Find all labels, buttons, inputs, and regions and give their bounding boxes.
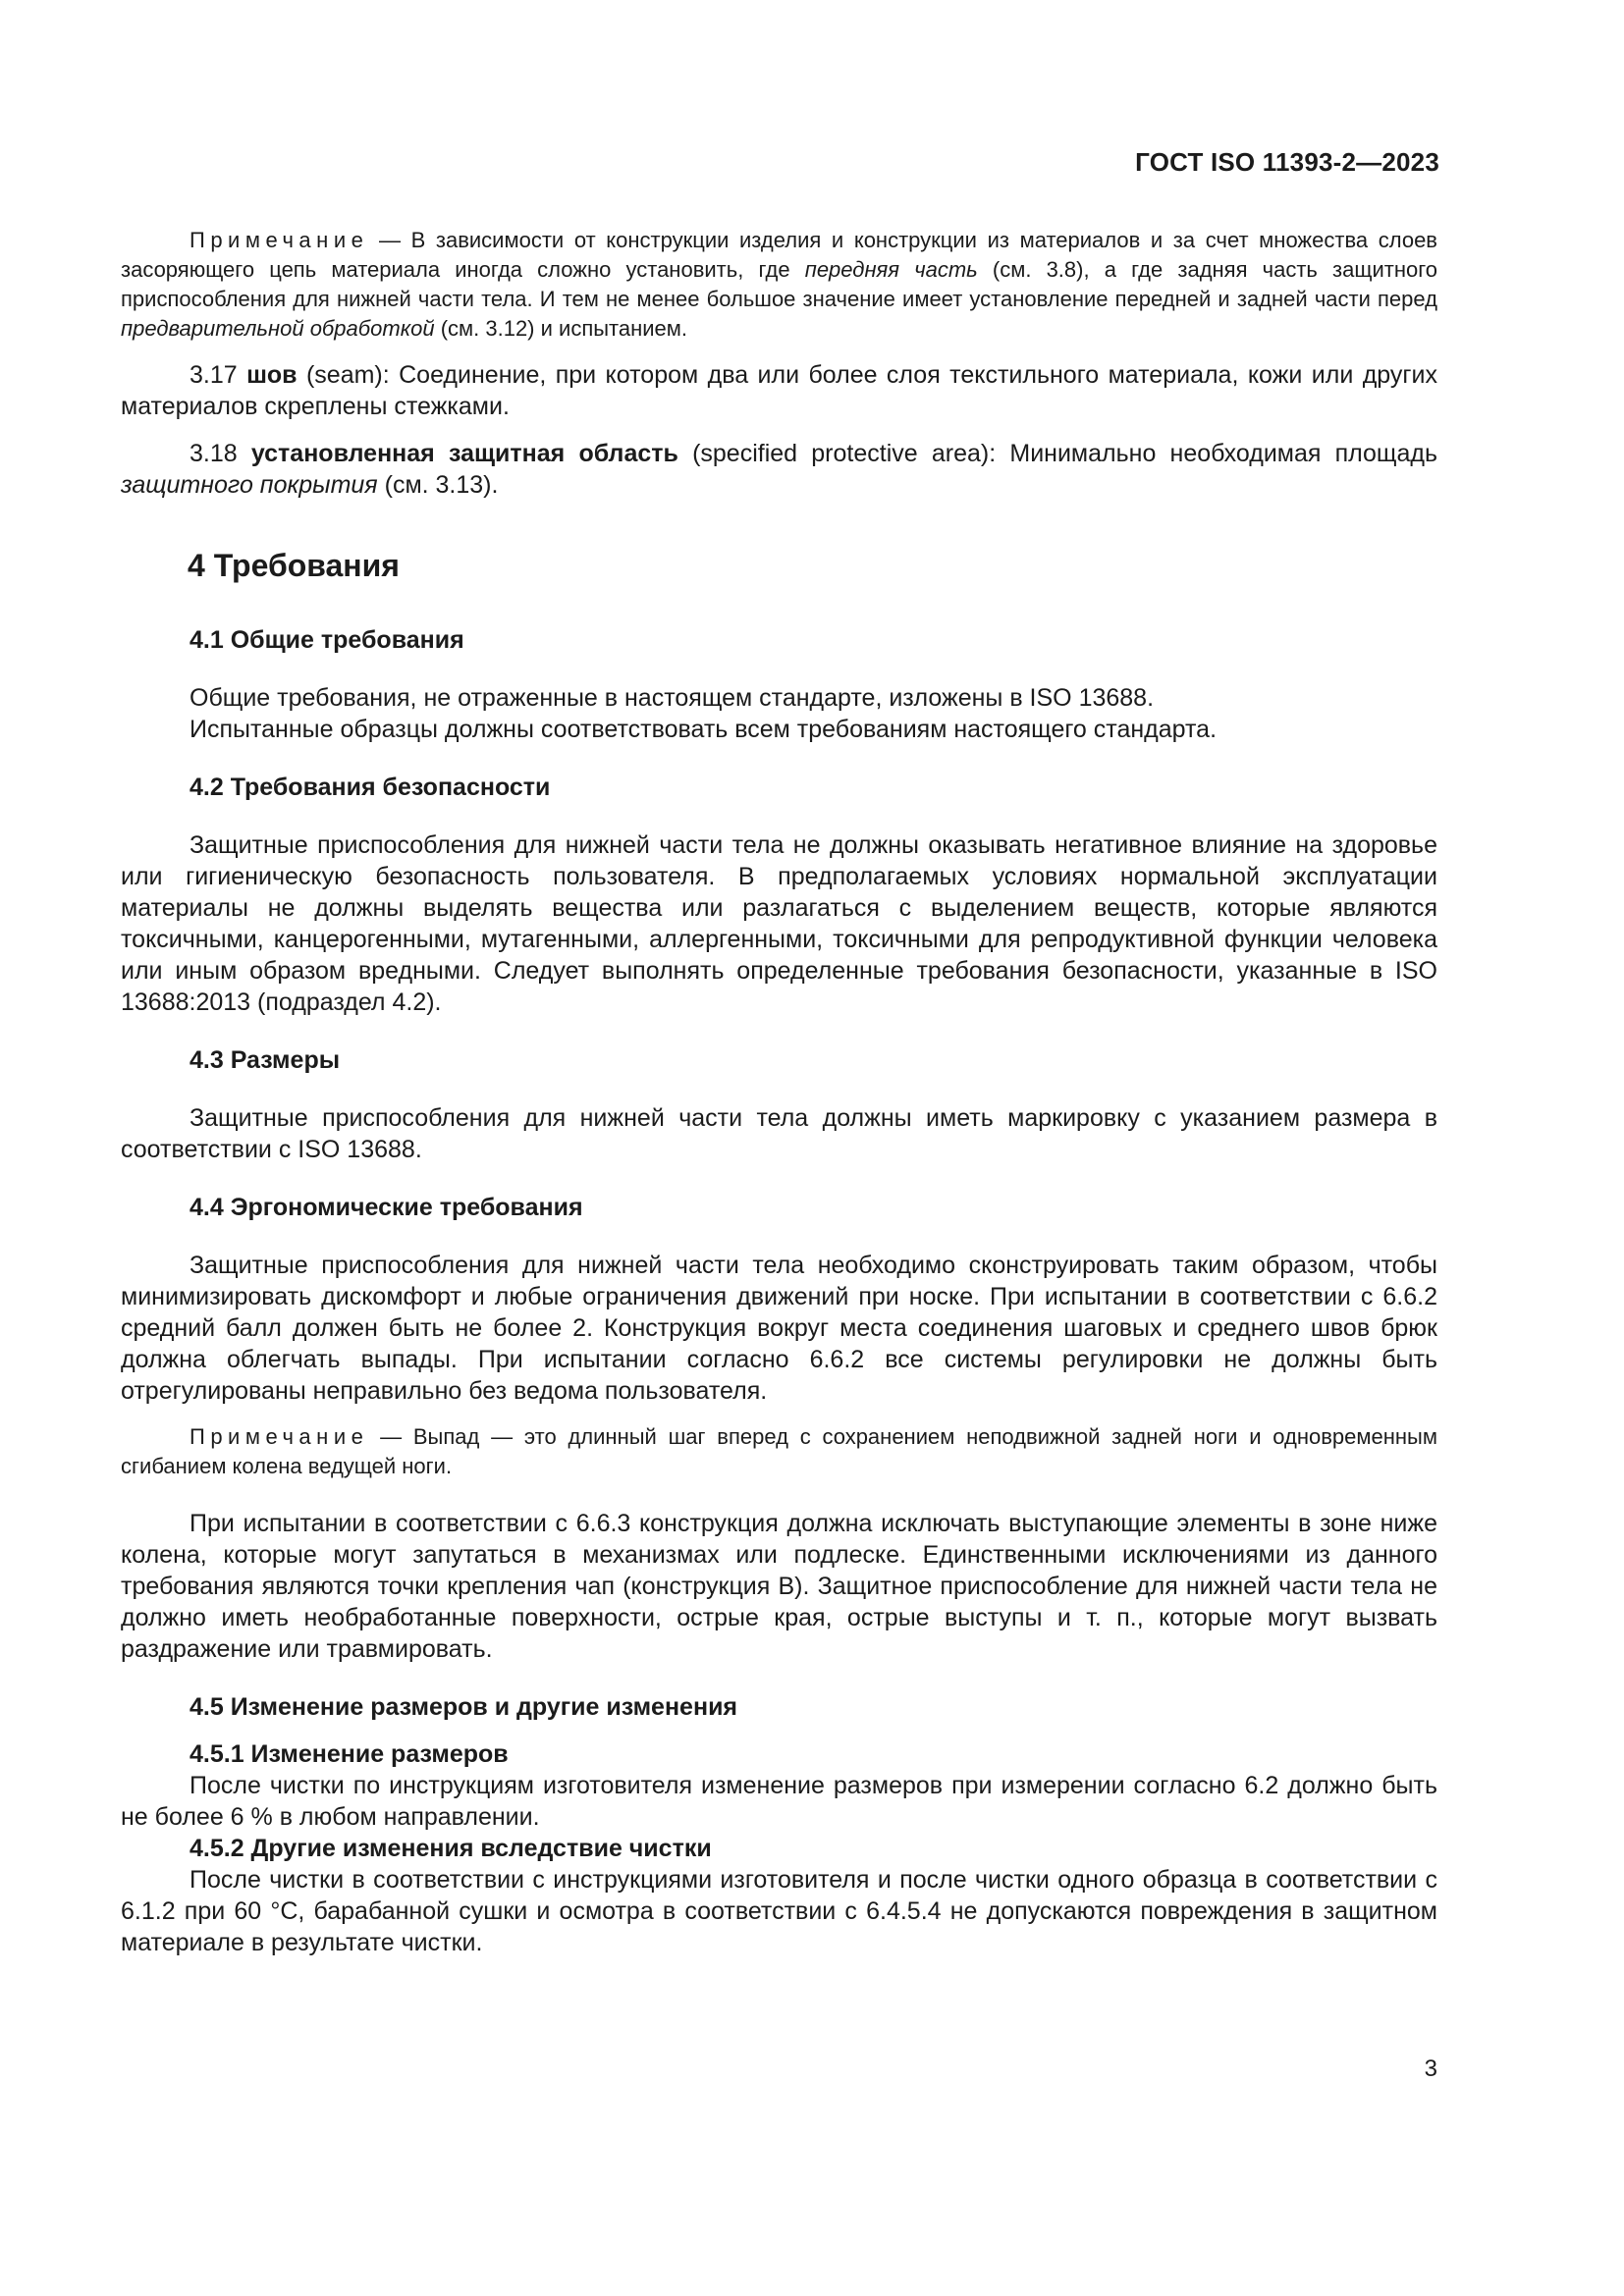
subsection-heading: 4.5.1 Изменение размеров [189,1740,509,1768]
note-paragraph: Примечание — Выпад — это длинный шаг вперед с сохранением неподвижной задней ноги и одновременным сгибанием колена ведущей ноги. [121,1424,1437,1478]
document-code: ГОСТ ISO 11393-2—2023 [1135,147,1439,177]
paragraph: После чистки по инструкциям изготовителя изменение размеров при измерении согласно 6.2 должно быть не более 6 % в любом направлении. [121,1772,1437,1831]
paragraph: Защитные приспособления для нижней части тела необходимо сконструировать таким образом, чтобы минимизировать дискомфорт и любые ограничения движений при носке. При испытании в соответствии с 6.6.2 средний балл должен быть не более 2. Конструкция вокруг места соединения шаговых и среднего швов брюк должна облегчать выпады. При испытании согласно 6.6.2 все системы регулировки не должны быть отрегулированы неправильно без ведома пользователя. [121,1252,1437,1405]
subsection-heading: 4.5 Изменение размеров и другие изменения [189,1693,738,1721]
paragraph: Защитные приспособления для нижней части тела не должны оказывать негативное влияние на здоровье или гигиеническую безопасность пользователя. В предполагаемых условиях нормальной эксплуатации материалы не должны выделять вещества или разлагаться с выделением веществ, которые являются токсичными, канцерогенными, мутагенными, аллергенными, токсичными для репродуктивной функции человека или иным образом вредными. Следует выполнять определенные требования безопасности, указанные в ISO 13688:2013 (подраздел 4.2). [121,831,1437,1016]
defined-term: шов [246,361,298,389]
paragraph: Общие требования, не отраженные в настоящем стандарте, изложены в ISO 13688. [189,684,1155,712]
subsection-heading: 4.1 Общие требования [189,626,464,654]
note-label: Примечание [189,228,369,252]
subsection-heading: 4.3 Размеры [189,1046,341,1074]
section-heading: 4 Требования [188,548,400,583]
definition-3-17: 3.17 шов (seam): Соединение, при котором два или более слоя текстильного материала, кожи или других материалов скреплены стежками. [121,361,1437,420]
note-label: Примечание [189,1424,369,1449]
page-number: 3 [1424,2056,1437,2082]
subsection-heading: 4.2 Требования безопасности [189,774,551,801]
term-reference: защитного покрытия [121,471,378,499]
term-reference: предварительной обработкой [121,316,435,341]
term-reference: передняя часть [804,257,978,282]
definition-3-18: 3.18 установленная защитная область (specified protective area): Минимально необходимая площадь защитного покрытия (см. 3.13). [121,440,1438,499]
note-paragraph: Примечание — В зависимости от конструкции изделия и конструкции из материалов и за счет множества слоев засоряющего цепь материала иногда сложно установить, где передняя часть (см. 3.8), а где задняя часть защитного приспособления для нижней части тела. И тем не менее большое значение имеет установление передней и задней части перед предварительной обработкой (см. 3.12) и испытанием. [121,228,1437,341]
paragraph: При испытании в соответствии с 6.6.3 конструкция должна исключать выступающие элементы в зоне ниже колена, которые могут запутаться в механизмах или подлеске. Единственными исключениями из данного требования являются точки крепления чап (конструкция В). Защитное приспособление для нижней части тела не должно иметь необработанные поверхности, острые края, острые выступы и т. п., которые могут вызвать раздражение или травмировать. [121,1510,1437,1663]
subsection-heading: 4.5.2 Другие изменения вследствие чистки [189,1835,712,1862]
paragraph: Испытанные образцы должны соответствовать всем требованиям настоящего стандарта. [189,716,1218,743]
subsection-heading: 4.4 Эргономические требования [189,1194,583,1221]
defined-term: установленная защитная область [250,440,678,467]
paragraph: После чистки в соответствии с инструкциями изготовителя и после чистки одного образца в соответствии с 6.1.2 при 60 °С, барабанной сушки и осмотра в соответствии с 6.4.5.4 не допускаются повреждения в защитном материале в результате чистки. [121,1866,1437,1956]
page-content [121,226,1437,1958]
paragraph: Защитные приспособления для нижней части тела должны иметь маркировку с указанием размера в соответствии с ISO 13688. [121,1104,1437,1163]
